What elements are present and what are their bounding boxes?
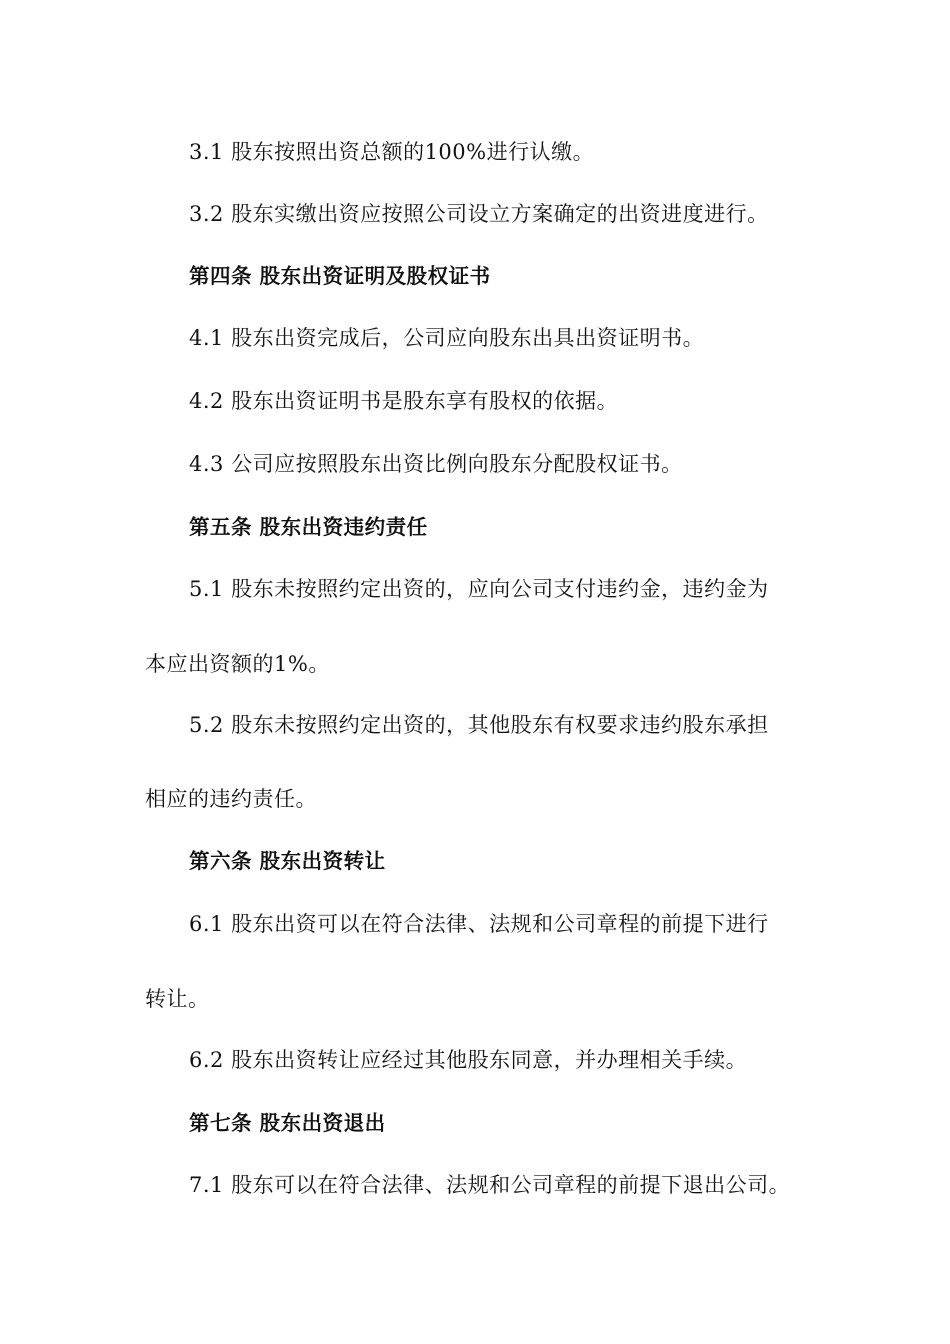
clause-3-2: 3.2 股东实缴出资应按照公司设立方案确定的出资进度进行。 bbox=[189, 202, 769, 226]
clause-4-1: 4.1 股东出资完成后，公司应向股东出具出资证明书。 bbox=[189, 326, 705, 350]
clause-6-1: 6.1 股东出资可以在符合法律、法规和公司章程的前提下进行 bbox=[189, 912, 769, 936]
clause-4-2: 4.2 股东出资证明书是股东享有股权的依据。 bbox=[189, 389, 619, 413]
clause-6-2: 6.2 股东出资转让应经过其他股东同意，并办理相关手续。 bbox=[189, 1048, 748, 1072]
clause-4-3: 4.3 公司应按照股东出资比例向股东分配股权证书。 bbox=[189, 452, 683, 476]
clause-3-1: 3.1 股东按照出资总额的100%进行认缴。 bbox=[189, 140, 595, 164]
clause-7-1: 7.1 股东可以在符合法律、法规和公司章程的前提下退出公司。 bbox=[189, 1173, 791, 1197]
clause-5-1: 5.1 股东未按照约定出资的，应向公司支付违约金，违约金为 bbox=[189, 577, 769, 601]
article-5-heading: 第五条 股东出资违约责任 bbox=[189, 515, 428, 539]
article-4-heading: 第四条 股东出资证明及股权证书 bbox=[189, 264, 491, 288]
clause-5-2-continuation: 相应的违约责任。 bbox=[145, 787, 317, 811]
article-7-heading: 第七条 股东出资退出 bbox=[189, 1111, 386, 1135]
clause-6-1-continuation: 转让。 bbox=[145, 987, 210, 1011]
clause-5-2: 5.2 股东未按照约定出资的，其他股东有权要求违约股东承担 bbox=[189, 713, 769, 737]
clause-5-1-continuation: 本应出资额的1%。 bbox=[145, 652, 330, 676]
article-6-heading: 第六条 股东出资转让 bbox=[189, 849, 386, 873]
